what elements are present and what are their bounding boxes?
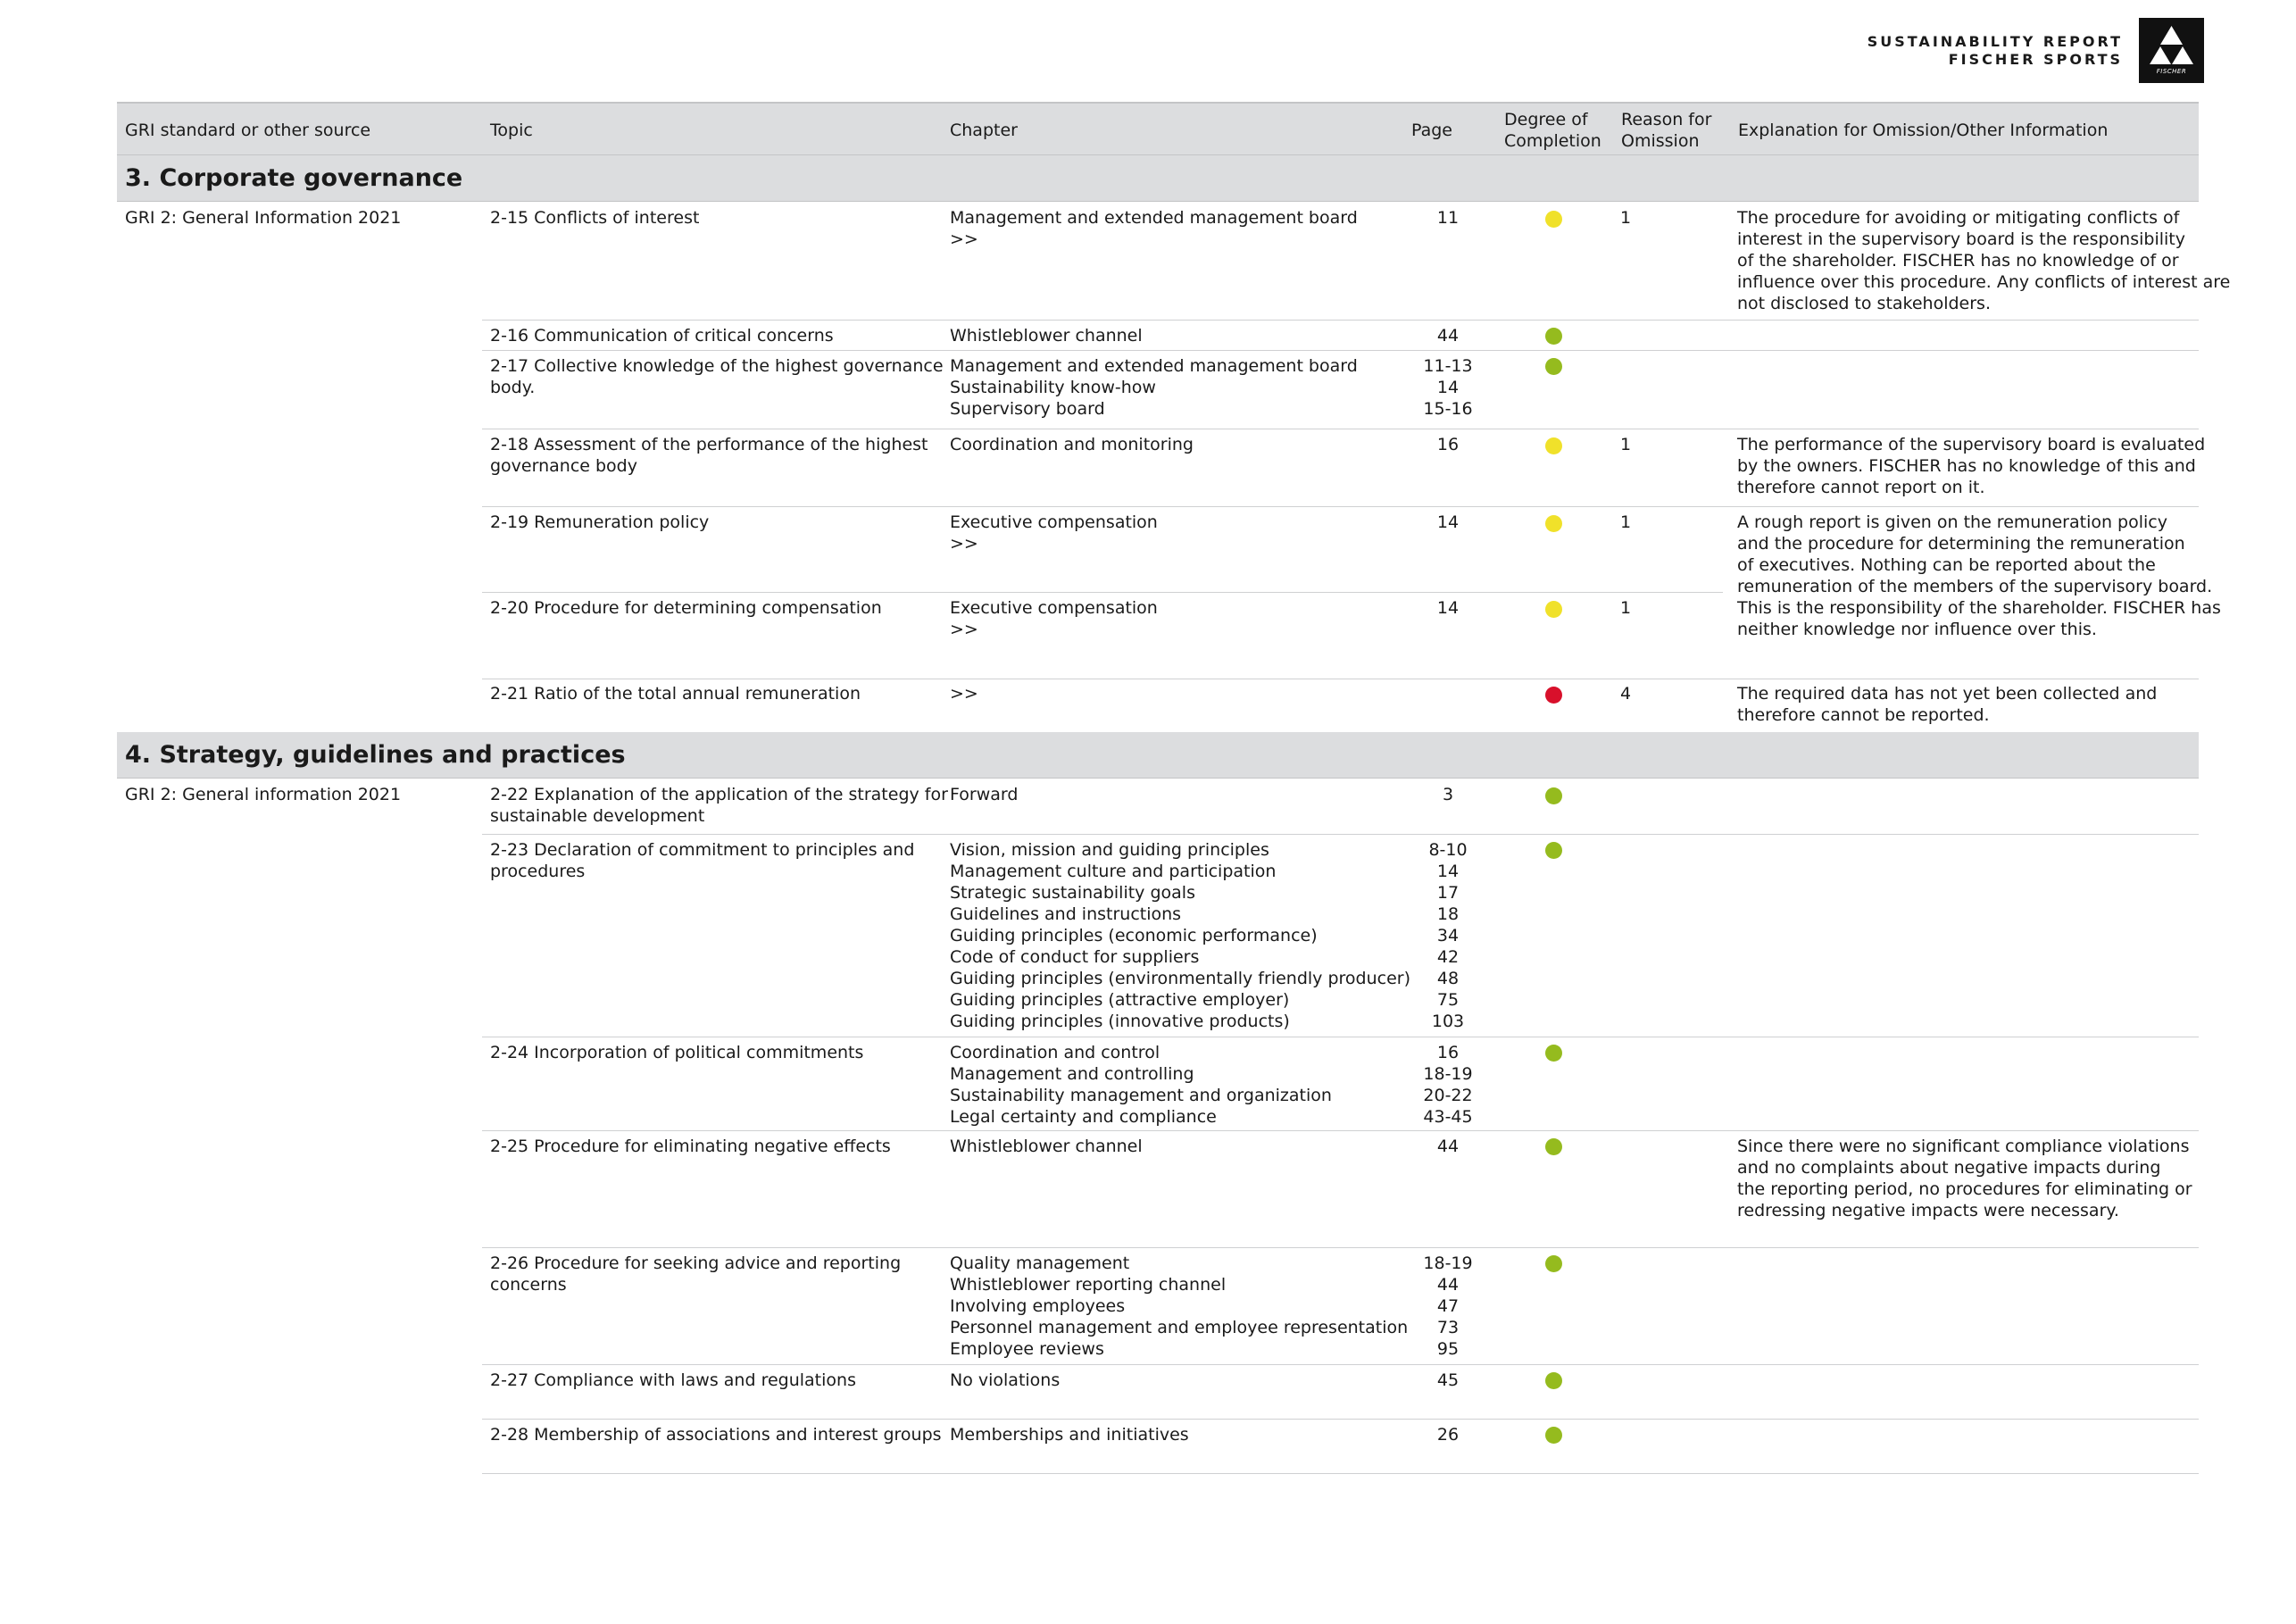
reason-code: 1 [1620,208,1632,228]
page-number: 3 [1442,785,1454,804]
table-header [117,102,2199,155]
status-dot-yellow [1545,601,1562,618]
chapter: Quality management Whistleblower reporting channel Involving employees Personnel management and employee representation Employee reviews [950,1253,1409,1359]
explanation: The performance of the supervisory board is evaluated by the owners. FISCHER has no knowledge of this and therefore cannot report on it. [1737,435,2206,497]
page-number: 11-13 14 15-16 [1423,356,1473,419]
row-divider [482,1247,2199,1248]
topic: 2-22 Explanation of the application of the strategy for sustainable development [490,785,948,826]
topic: 2-25 Procedure for eliminating negative effects [490,1137,891,1156]
reason-code: 1 [1620,435,1632,454]
row-divider [482,1130,2199,1131]
page-number: 18-19 44 47 73 95 [1423,1253,1473,1359]
chapter: Vision, mission and guiding principles Management culture and participation Strategic sustainability goals Guidelines and instructions Guiding principles (economic performance) Code of conduct for suppliers Guiding principles (environmentally friendly producer) Guiding principles (attractive employer) Guiding principles (innovative products) [950,840,1410,1031]
column-reason: Reason for Omission [1621,110,1712,151]
chapter: Management and extended management board Sustainability know-how Supervisory board [950,356,1358,419]
page-number: 8-10 14 17 18 34 42 48 75 103 [1428,840,1468,1031]
topic: 2-17 Collective knowledge of the highest governance body. [490,356,944,397]
row-divider [482,350,2199,351]
explanation: The required data has not yet been collected and therefore cannot be reported. [1737,684,2158,725]
report-title-line1: SUSTAINABILITY REPORT [1867,32,2123,50]
topic: 2-20 Procedure for determining compensation [490,598,882,618]
chapter: Management and extended management board >> [950,208,1358,249]
topic: 2-28 Membership of associations and interest groups [490,1425,942,1445]
page-number: 45 [1436,1370,1460,1390]
fischer-logo [2139,18,2204,83]
chapter: Forward [950,785,1019,804]
status-dot-green [1545,1255,1562,1272]
topic: 2-24 Incorporation of political commitments [490,1043,864,1062]
status-dot-red [1545,687,1562,704]
column-degree: Degree of Completion [1504,110,1601,151]
chapter: Memberships and initiatives [950,1425,1189,1445]
gri-standard-label: GRI 2: General Information 2021 [125,208,402,228]
page-number: 26 [1436,1425,1460,1445]
column-explanation: Explanation for Omission/Other Information [1738,121,2109,140]
status-dot-green [1545,328,1562,345]
chapter: Coordination and monitoring [950,435,1194,454]
chapter: Executive compensation >> [950,598,1158,639]
chapter: Whistleblower channel [950,326,1143,346]
logo-wordmark: FISCHER [2156,68,2187,75]
explanation: Since there were no significant compliance violations and no complaints about negative impacts during the reporting period, no procedures for eliminating or redressing negative impacts were necessary. [1737,1137,2192,1220]
gri-standard-label: GRI 2: General information 2021 [125,785,402,804]
topic: 2-27 Compliance with laws and regulations [490,1370,856,1390]
topic: 2-18 Assessment of the performance of the highest governance body [490,435,928,476]
page-number: 14 [1436,598,1460,618]
page-number: 16 18-19 20-22 43-45 [1423,1043,1473,1127]
status-dot-green [1545,358,1562,375]
report-title-line2: FISCHER SPORTS [1948,50,2123,68]
report-title [1868,33,2123,69]
status-dot-green [1545,1372,1562,1389]
column-chapter: Chapter [950,121,1018,140]
reason-code: 4 [1620,684,1632,704]
column-page: Page [1411,121,1452,140]
row-divider [482,320,2199,321]
status-dot-green [1545,842,1562,859]
status-dot-green [1545,1427,1562,1444]
chapter: >> [950,684,978,704]
topic: 2-26 Procedure for seeking advice and reporting concerns [490,1253,902,1295]
status-dot-green [1545,1045,1562,1062]
topic: 2-21 Ratio of the total annual remuneration [490,684,861,704]
row-divider [482,1364,2199,1365]
row-divider [482,1473,2199,1474]
section-heading-corporate-governance: 3. Corporate governance [117,155,2199,202]
chapter: Executive compensation >> [950,512,1158,554]
section-heading-strategy: 4. Strategy, guidelines and practices [117,732,2199,779]
chapter: Whistleblower channel [950,1137,1143,1156]
chapter: No violations [950,1370,1061,1390]
topic: 2-15 Conflicts of interest [490,208,700,228]
row-divider [482,592,1723,593]
status-dot-green [1545,787,1562,804]
page-number: 44 [1436,326,1460,346]
row-divider [482,1419,2199,1420]
topic: 2-16 Communication of critical concerns [490,326,834,346]
column-gri: GRI standard or other source [125,121,371,140]
page-number: 16 [1436,435,1460,454]
explanation: The procedure for avoiding or mitigating conflicts of interest in the supervisory board is the responsibility of the shareholder. FISCHER has no knowledge of or influence over this procedure. Any conflicts of interest are not disclosed to stakeholders. [1737,208,2231,313]
reason-code: 1 [1620,512,1632,532]
page-number: 14 [1436,512,1460,532]
reason-code: 1 [1620,598,1632,618]
status-dot-yellow [1545,437,1562,454]
status-dot-green [1545,1138,1562,1155]
row-divider [482,834,2199,835]
page-number: 44 [1436,1137,1460,1156]
column-topic: Topic [490,121,533,140]
explanation: A rough report is given on the remuneration policy and the procedure for determining the remuneration of executives. Nothing can be reported about the remuneration of the members of the supervisory board. This is the responsibility of the shareholder. FISCHER has neither knowledge nor influence over this. [1737,512,2221,639]
chapter: Coordination and control Management and controlling Sustainability management and organization Legal certainty and compliance [950,1043,1332,1127]
status-dot-yellow [1545,515,1562,532]
topic: 2-23 Declaration of commitment to principles and procedures [490,840,915,881]
row-divider [482,506,2199,507]
page-number: 11 [1436,208,1460,228]
topic: 2-19 Remuneration policy [490,512,710,532]
brand-header [1868,18,2204,83]
status-dot-yellow [1545,211,1562,228]
